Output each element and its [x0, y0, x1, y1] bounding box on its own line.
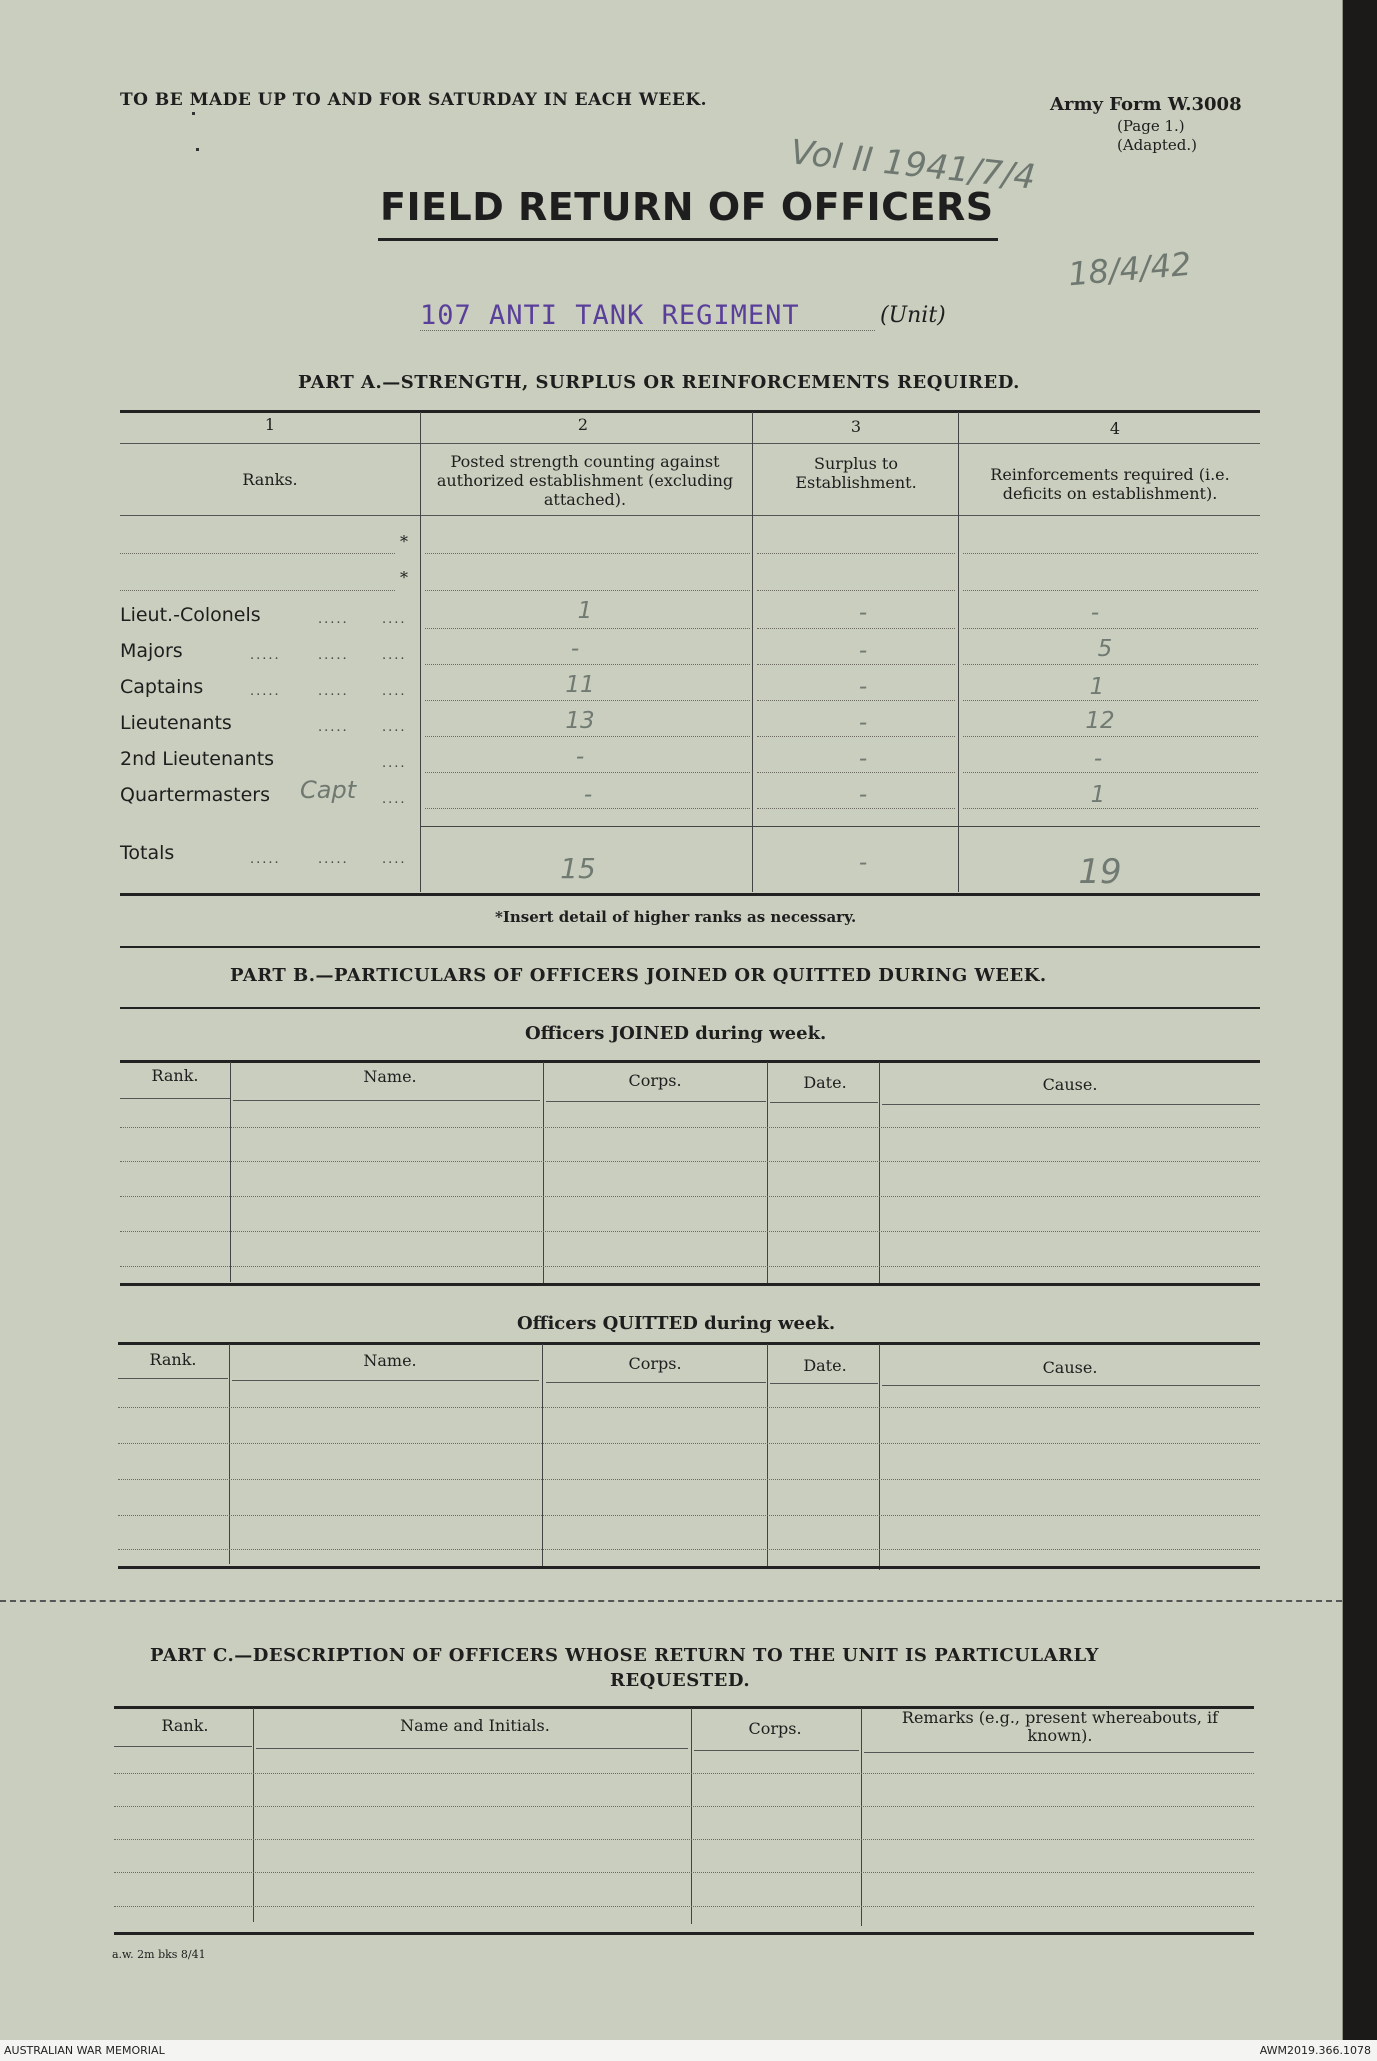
part-c-col-rank: Rank.	[161, 1716, 209, 1735]
posted-quartermasters: -	[583, 782, 593, 808]
part-b-title: PART B.—PARTICULARS OF OFFICERS JOINED OR QUITTED DURING WEEK.	[230, 965, 1047, 986]
print-code: a.w. 2m bks 8/41	[112, 1948, 206, 1961]
quitted-col-cause: Cause.	[1042, 1358, 1098, 1377]
form-page: TO BE MADE UP TO AND FOR SATURDAY IN EACH WEEK. Army Form W.3008 (Page 1.) (Adapted.) Vol II 1941/7/4 18/4/42 FIELD RETURN OF OFFICERS 107 ANTI TANK REGIMENT (Unit) PART A.—STRENGTH, SURPLUS OR REINFORCEMENTS REQUIRED. 1 2 3 4 Ranks. Posted strength counting against authorized establishment (excluding attached). Surplus to Establishment. Reinforcements required (i.e. deficits on establishment). * * Lieut.-Colonels Majors Captains Lieutenants 2nd Lieutenants Quartermasters Capt ..... .... ..... ..... .... ..... ..... .... ..... .... .... .... 1 - - - - 5 11 - 1 13 - 12 - - - - - 1 Totals ..... ..... .... 15 - 19 *Insert detail of higher ranks as necessary. PART B.—PARTICULARS OF OFFICERS JOINED OR QUITTED DURING WEEK. Officers JOINED during week. Rank. Name. Corps. Date. Cause. Officers QUITTED during week. Rank. Name. Corps. Date. Cause. PART C.—DESCRIPTION OF OFFICERS WHOSE RETURN TO THE UNIT IS PARTICULARLY REQUESTED. Rank. Name and Initials. Corps. Remarks (e.g., present whereabouts, if known). a.w. 2m bks 8/41	[0, 0, 1343, 2040]
rank-lieut-colonels: Lieut.-Colonels	[120, 604, 261, 626]
rank-quartermasters: Quartermasters	[120, 784, 270, 806]
punch-mark-1	[192, 112, 195, 115]
surplus-majors: -	[858, 638, 868, 664]
reinf-captains: 1	[1089, 674, 1105, 700]
form-id: Army Form W.3008	[1050, 94, 1242, 115]
surplus-lieut-colonels: -	[858, 600, 868, 626]
form-page-label: (Page 1.)	[1117, 117, 1185, 135]
part-c-title-line-2: REQUESTED.	[610, 1670, 751, 1691]
posted-lieut-colonels: 1	[577, 598, 593, 624]
surplus-captains: -	[858, 674, 868, 700]
col-header-surplus: Surplus to Establishment.	[795, 454, 917, 492]
part-c-col-remarks: Remarks (e.g., present whereabouts, if known).	[901, 1708, 1219, 1745]
archive-id: AWM2019.366.1078	[1259, 2044, 1371, 2057]
surplus-quartermasters: -	[858, 782, 868, 808]
part-a-title: PART A.—STRENGTH, SURPLUS OR REINFORCEMENTS REQUIRED.	[298, 372, 1020, 393]
page-title: FIELD RETURN OF OFFICERS	[380, 185, 994, 229]
totals-reinf: 19	[1078, 852, 1122, 892]
reinf-2nd-lieutenants: -	[1093, 746, 1103, 772]
quitted-col-rank: Rank.	[149, 1350, 197, 1369]
form-adapted-label: (Adapted.)	[1117, 136, 1197, 154]
totals-label: Totals	[120, 842, 175, 864]
handwritten-date: 18/4/42	[1066, 244, 1193, 294]
totals-posted: 15	[560, 852, 596, 885]
handwritten-reference: Vol II 1941/7/4	[788, 132, 1038, 198]
joined-col-date: Date.	[803, 1073, 847, 1092]
rank-captains: Captains	[120, 676, 204, 698]
quitted-title: Officers QUITTED during week.	[517, 1313, 836, 1334]
posted-2nd-lieutenants: -	[575, 744, 585, 770]
rank-majors: Majors	[120, 640, 183, 662]
title-underline	[378, 238, 998, 241]
totals-surplus: -	[858, 850, 868, 876]
posted-majors: -	[570, 636, 580, 662]
instruction-text: TO BE MADE UP TO AND FOR SATURDAY IN EACH WEEK.	[120, 90, 708, 110]
reinf-quartermasters: 1	[1090, 782, 1106, 808]
archive-credit: AUSTRALIAN WAR MEMORIAL	[4, 2044, 165, 2057]
quitted-col-date: Date.	[803, 1356, 847, 1375]
star-marker-1: *	[400, 532, 408, 551]
posted-lieutenants: 13	[565, 708, 595, 734]
unit-dotted-line	[420, 330, 875, 331]
archive-footer	[0, 2040, 1377, 2061]
quitted-col-corps: Corps.	[628, 1354, 682, 1373]
joined-col-rank: Rank.	[151, 1066, 199, 1085]
reinf-lieut-colonels: -	[1090, 600, 1100, 626]
col-number-1: 1	[264, 415, 276, 434]
surplus-2nd-lieutenants: -	[858, 746, 868, 772]
unit-label: (Unit)	[880, 303, 946, 328]
quartermasters-note: Capt	[300, 776, 357, 804]
part-c-col-name: Name and Initials.	[400, 1716, 550, 1735]
col-header-ranks: Ranks.	[242, 470, 298, 489]
surplus-lieutenants: -	[858, 710, 868, 736]
col-header-reinforcements: Reinforcements required (i.e. deficits on establishment).	[990, 465, 1230, 503]
reinf-majors: 5	[1097, 636, 1113, 662]
col-number-3: 3	[850, 417, 862, 436]
tear-line	[0, 1600, 1342, 1602]
rank-lieutenants: Lieutenants	[120, 712, 232, 734]
col-header-posted: Posted strength counting against authorized establishment (excluding attached).	[436, 452, 734, 509]
joined-col-name: Name.	[363, 1067, 417, 1086]
punch-mark-2	[196, 148, 199, 151]
joined-title: Officers JOINED during week.	[525, 1023, 827, 1044]
joined-col-corps: Corps.	[628, 1071, 682, 1090]
rank-2nd-lieutenants: 2nd Lieutenants	[120, 748, 275, 770]
col-number-4: 4	[1109, 419, 1121, 438]
unit-value: 107 ANTI TANK REGIMENT	[420, 300, 800, 331]
posted-captains: 11	[565, 672, 595, 698]
quitted-col-name: Name.	[363, 1351, 417, 1370]
part-a-footnote: *Insert detail of higher ranks as necessary.	[495, 908, 857, 926]
part-c-col-corps: Corps.	[748, 1719, 802, 1738]
joined-col-cause: Cause.	[1042, 1075, 1098, 1094]
part-c-title-line-1: PART C.—DESCRIPTION OF OFFICERS WHOSE RETURN TO THE UNIT IS PARTICULARLY	[150, 1645, 1099, 1666]
star-marker-2: *	[400, 568, 408, 587]
col-number-2: 2	[577, 415, 589, 434]
reinf-lieutenants: 12	[1085, 708, 1115, 734]
